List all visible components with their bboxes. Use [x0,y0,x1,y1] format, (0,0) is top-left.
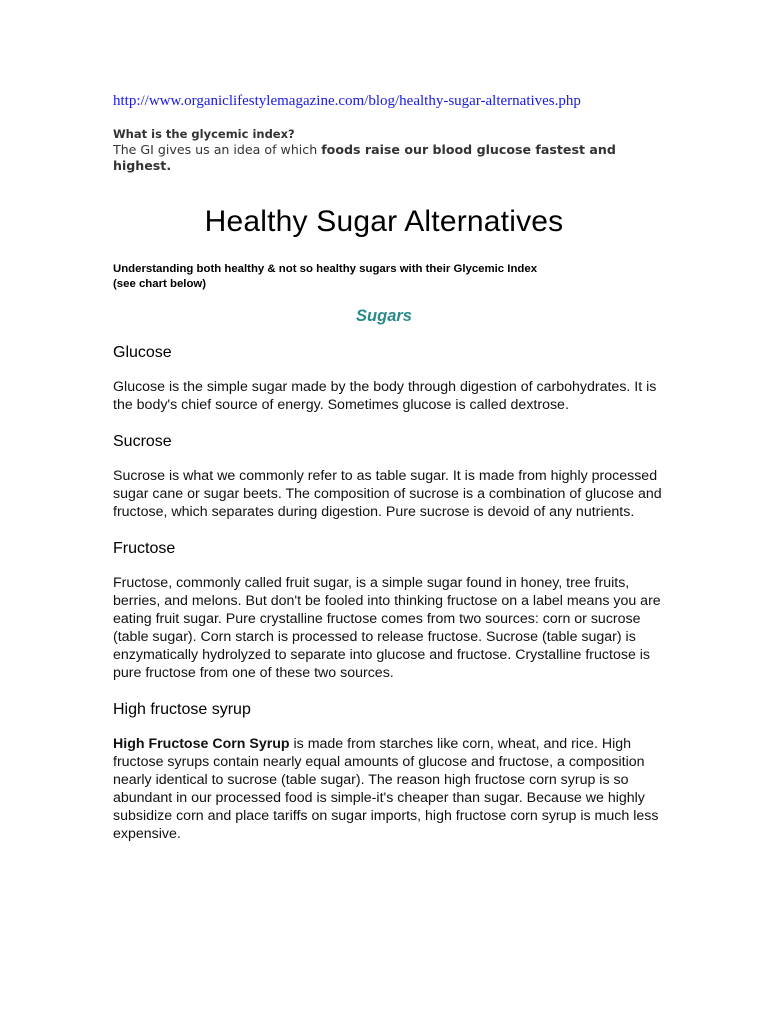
sugar-entries [113,343,663,843]
glycemic-index-note [113,127,653,174]
entry-body: Glucose is the simple sugar made by the body through digestion of carbohydrates. It is the body's chief source of energy. Sometimes glucose is called dextrose. [113,379,657,413]
entry-heading: Sucrose [113,433,172,450]
intro-line-1: Understanding both healthy & not so healthy sugars with their Glycemic Index [113,263,538,275]
sugar-entry-sucrose [113,432,663,521]
entry-heading: Fructose [113,540,176,557]
entry-lead-term: High Fructose Corn Syrup [113,736,290,752]
entry-body-text: is made from starches like corn, wheat, and rice. High fructose syrups contain nearly equal amounts of glucose and fructose, a composition nearly identical to sucrose (table sugar). The reason high fructose corn syrup is so abundant in our processed food is simple-it's cheaper than sugar. Because we highly subsidize corn and place tariffs on sugar imports, high fructose corn syrup is much less expensive. [113,736,659,842]
source-url-link[interactable]: http://www.organiclifestylemagazine.com/blog/healthy-sugar-alternatives.php [113,93,581,109]
intro-line-2: (see chart below) [113,278,207,290]
glycemic-answer [113,142,653,174]
section-title-sugars: Sugars [356,307,412,325]
intro-text [113,262,673,292]
sugar-entry-glucose [113,343,663,414]
entry-body: Sucrose is what we commonly refer to as table sugar. It is made from highly processed sugar cane or sugar beets. The composition of sucrose is a combination of glucose and fructose, which separates during digestion. Pure sucrose is devoid of any nutrients. [113,468,662,520]
glycemic-question: What is the glycemic index? [113,127,295,141]
sugar-entry-high-fructose-syrup [113,700,663,843]
page-title: Healthy Sugar Alternatives [204,205,564,238]
entry-heading: High fructose syrup [113,701,251,718]
entry-heading: Glucose [113,344,172,361]
glycemic-answer-emphasis: foods raise our blood glucose fastest and highest. [113,142,616,173]
glycemic-answer-text: The GI gives us an idea of which [113,142,322,157]
entry-body [113,735,663,843]
entry-body: Fructose, commonly called fruit sugar, is a simple sugar found in honey, tree fruits, berries, and melons. But don't be fooled into thinking fructose on a label means you are eating fruit sugar. Pure crystalline fructose comes from two sources: corn or sucrose (table sugar). Corn starch is processed to release fructose. Sucrose (table sugar) is enzymatically hydrolyzed to separate into glucose and fructose. Crystalline fructose is pure fructose from one of these two sources. [113,575,661,681]
sugar-entry-fructose [113,539,663,682]
